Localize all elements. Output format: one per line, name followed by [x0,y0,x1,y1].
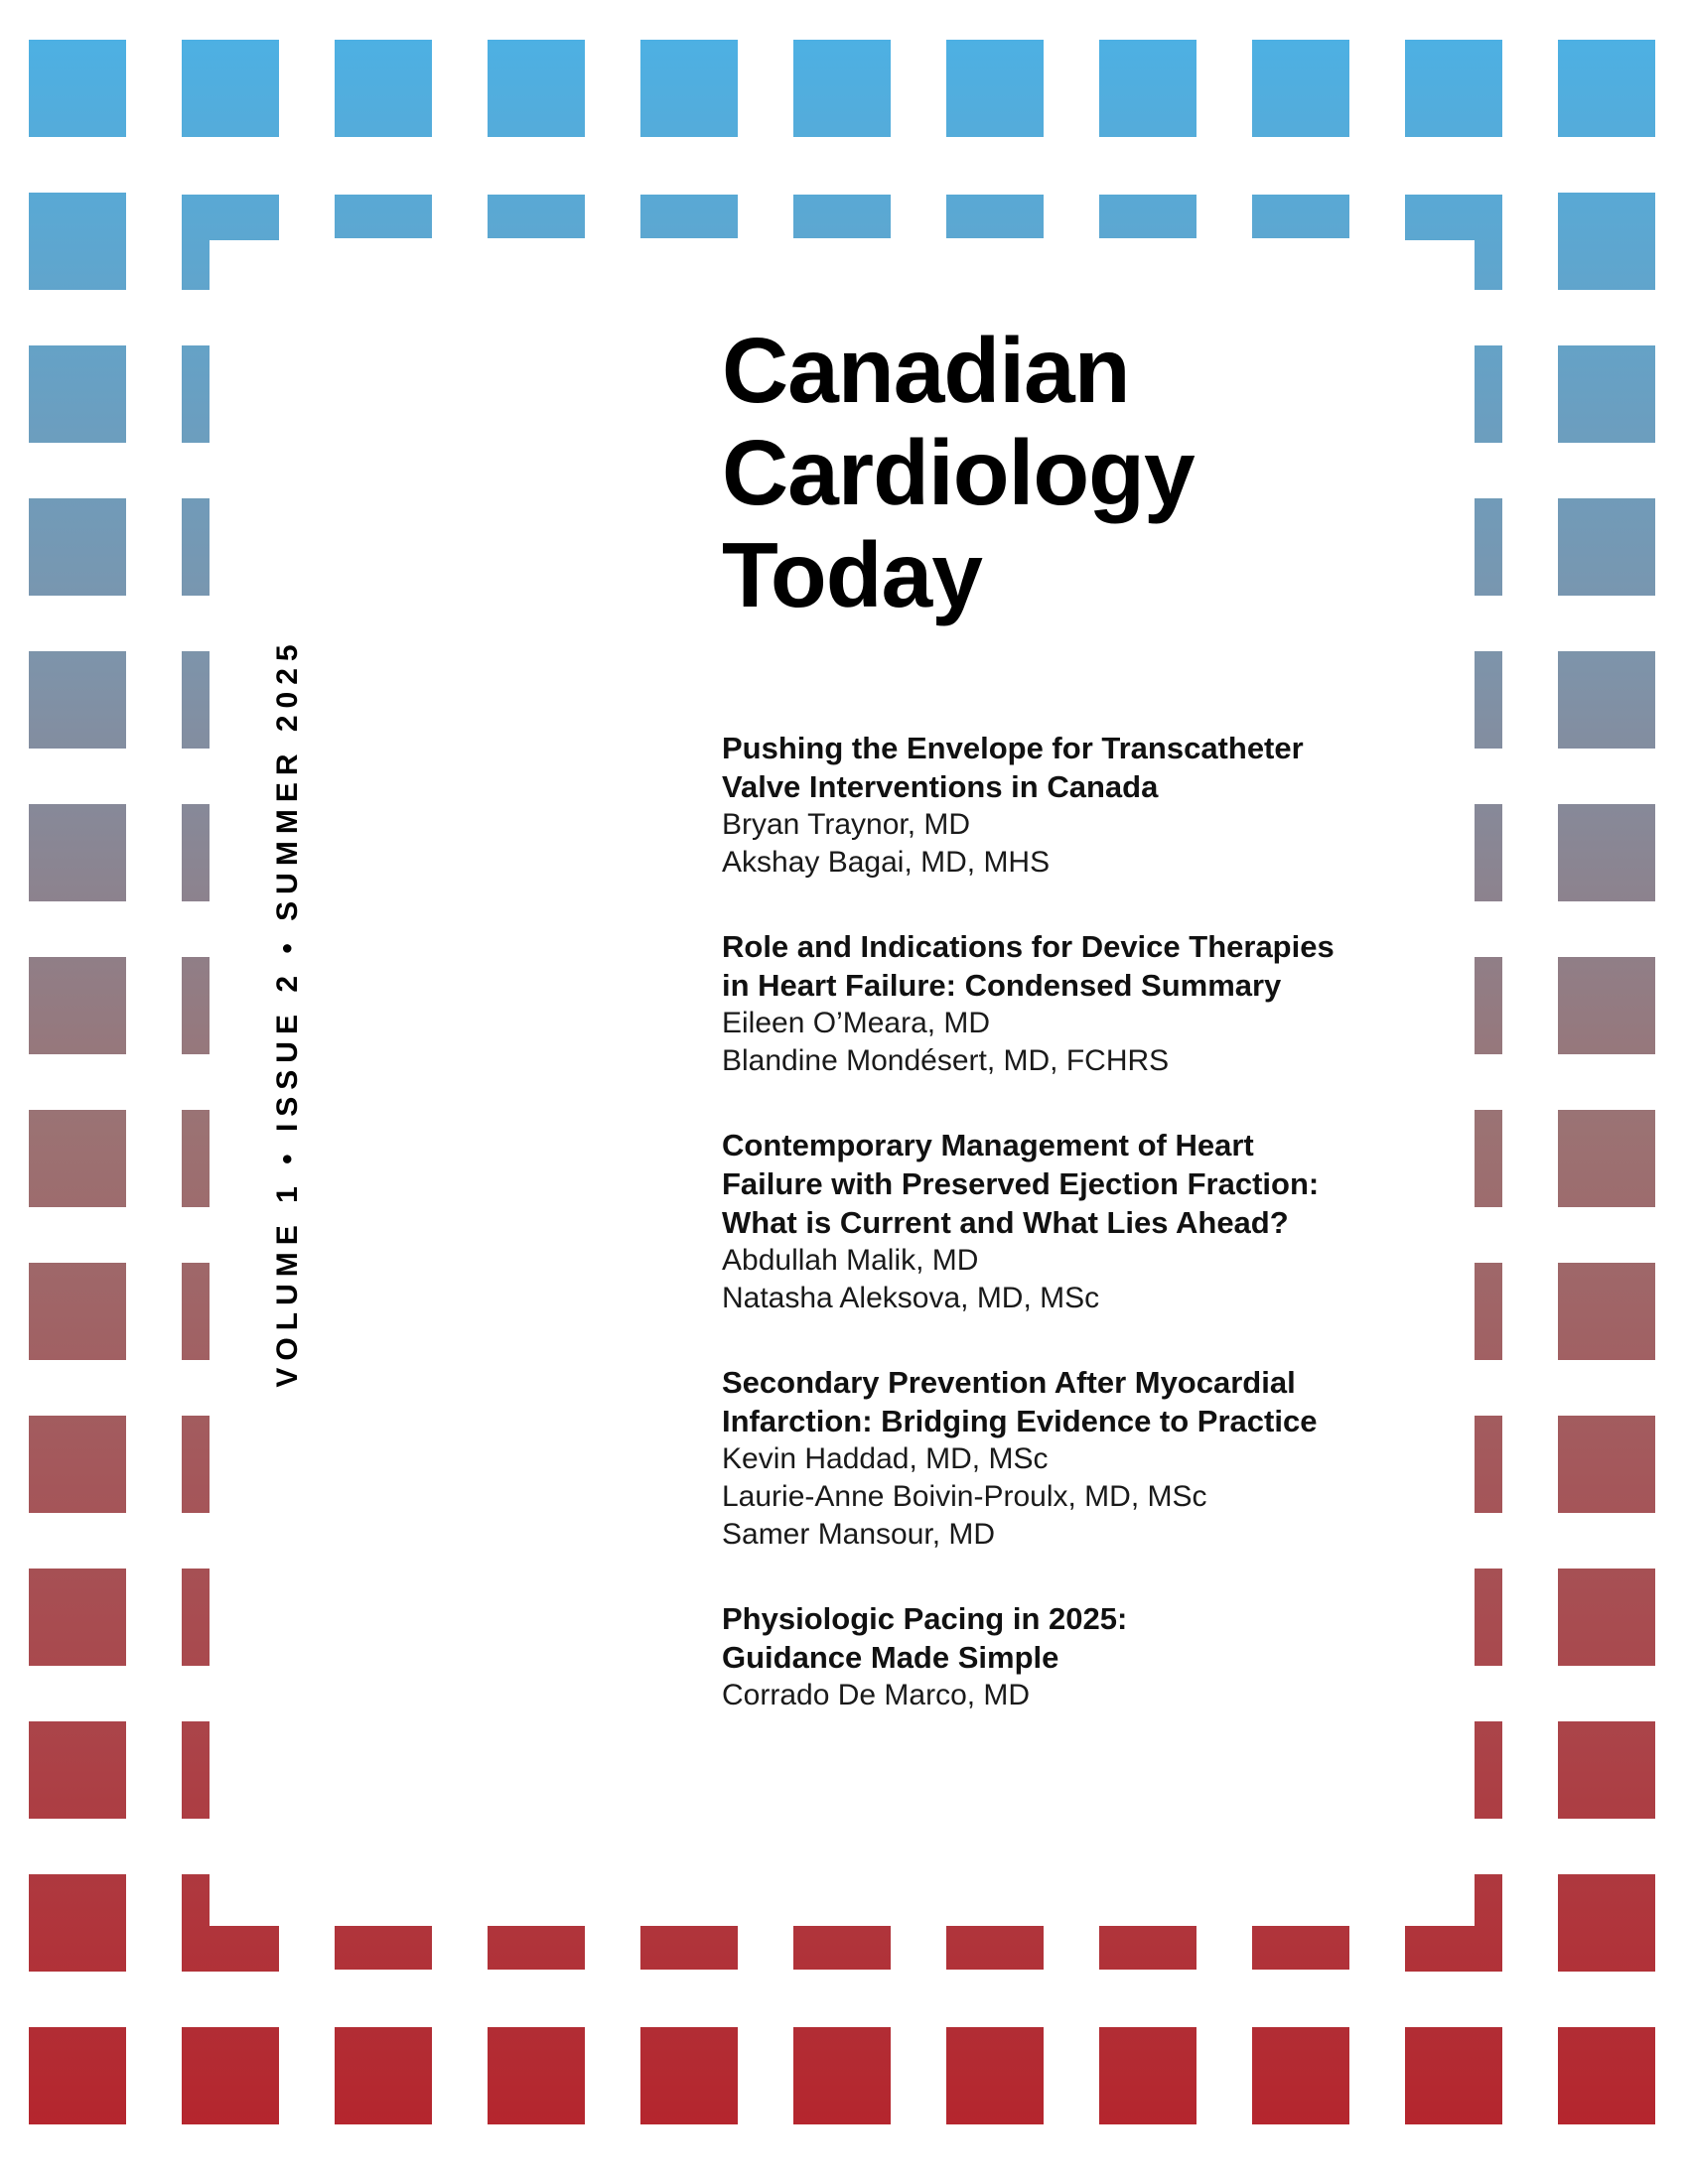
frame-corner [1405,195,1502,290]
article-title-line: Failure with Preserved Ejection Fraction: [722,1166,1320,1201]
frame-square [640,40,738,137]
article-entry [722,729,1437,882]
frame-bar [182,1263,210,1360]
frame-bar [182,1416,210,1513]
frame-square [335,40,432,137]
frame-bar [1475,1416,1502,1513]
frame-bar [488,1926,585,1970]
frame-square [793,2027,891,2124]
frame-square [640,2027,738,2124]
author-name: Corrado De Marco, MD [722,1679,1031,1711]
author-list [722,1242,1437,1317]
frame-square [1558,1263,1655,1360]
frame-square [1252,2027,1349,2124]
author-name: Blandine Mondésert, MD, FCHRS [722,1044,1170,1077]
frame-bar [1475,1569,1502,1666]
frame-bar [1475,498,1502,596]
frame-square [1099,40,1196,137]
frame-corner [1405,1874,1502,1972]
frame-bar [182,1569,210,1666]
frame-corner [182,1874,279,1972]
author-name: Laurie-Anne Boivin-Proulx, MD, MSc [722,1480,1207,1513]
author-name: Natasha Aleksova, MD, MSc [722,1282,1100,1314]
author-name: Samer Mansour, MD [722,1518,996,1551]
frame-bar [335,195,432,238]
frame-bar [793,1926,891,1970]
journal-title-line: Canadian [722,319,1130,422]
author-list [722,1440,1437,1554]
frame-bar [1252,195,1349,238]
frame-square [488,2027,585,2124]
author-name: Bryan Traynor, MD [722,808,971,841]
frame-square [1099,2027,1196,2124]
frame-square [29,345,126,443]
frame-square [1558,804,1655,901]
frame-square [29,1110,126,1207]
frame-square [1558,193,1655,290]
frame-bar [1099,195,1196,238]
frame-bar [793,195,891,238]
frame-square [1405,2027,1502,2124]
frame-bar [1475,651,1502,749]
frame-bar [1099,1926,1196,1970]
article-title-line: Guidance Made Simple [722,1640,1059,1675]
frame-square [488,40,585,137]
article-title-line: What is Current and What Lies Ahead? [722,1205,1289,1240]
frame-bar [1475,957,1502,1054]
frame-square [29,1874,126,1972]
author-name: Eileen O’Meara, MD [722,1007,991,1039]
frame-square [1558,40,1655,137]
frame-bar [182,1721,210,1819]
frame-bar [182,957,210,1054]
frame-square [29,498,126,596]
frame-square [29,1569,126,1666]
frame-bar [335,1926,432,1970]
author-list [722,1005,1437,1080]
journal-title-line: Today [722,523,982,626]
frame-square [946,40,1044,137]
frame-square [1558,1874,1655,1972]
frame-square [1558,345,1655,443]
frame-square [1252,40,1349,137]
frame-bar [182,651,210,749]
article-title-line: Secondary Prevention After Myocardial [722,1365,1296,1400]
journal-title-line: Cardiology [722,421,1195,524]
frame-square [1558,2027,1655,2124]
article-title-line: Pushing the Envelope for Transcatheter [722,731,1304,765]
author-name: Abdullah Malik, MD [722,1244,979,1277]
frame-bar [182,345,210,443]
frame-square [29,957,126,1054]
frame-square [335,2027,432,2124]
frame-bar [640,1926,738,1970]
frame-bar [1252,1926,1349,1970]
frame-bar [946,195,1044,238]
author-name: Akshay Bagai, MD, MHS [722,846,1051,879]
frame-square [1558,651,1655,749]
frame-square [182,2027,279,2124]
frame-square [29,1416,126,1513]
article-entry [722,1363,1437,1554]
article-entry [722,927,1437,1080]
frame-square [29,193,126,290]
frame-bar [182,498,210,596]
frame-corner [182,195,279,290]
frame-square [1405,40,1502,137]
frame-square [1558,1569,1655,1666]
article-title-line: in Heart Failure: Condensed Summary [722,968,1282,1003]
volume-issue-label: VOLUME 1 • ISSUE 2 • SUMMER 2025 [271,637,304,1388]
frame-square [182,40,279,137]
frame-square [29,1263,126,1360]
journal-title [722,320,1417,626]
author-list [722,806,1437,882]
frame-bar [1475,1110,1502,1207]
frame-square [29,1721,126,1819]
frame-square [29,651,126,749]
frame-square [946,2027,1044,2124]
article-title-line: Infarction: Bridging Evidence to Practice [722,1404,1318,1438]
frame-bar [488,195,585,238]
frame-square [29,2027,126,2124]
frame-square [1558,957,1655,1054]
frame-square [1558,498,1655,596]
frame-square [29,40,126,137]
article-entry [722,1599,1437,1714]
frame-bar [1475,345,1502,443]
frame-bar [946,1926,1044,1970]
table-of-contents [722,729,1437,1760]
author-list [722,1677,1437,1714]
frame-bar [640,195,738,238]
frame-bar [1475,804,1502,901]
article-title-line: Role and Indications for Device Therapies [722,929,1335,964]
frame-bar [182,1110,210,1207]
author-name: Kevin Haddad, MD, MSc [722,1442,1049,1475]
article-title-line: Contemporary Management of Heart [722,1128,1254,1162]
frame-square [1558,1110,1655,1207]
frame-bar [1475,1721,1502,1819]
frame-square [793,40,891,137]
frame-square [1558,1721,1655,1819]
article-title-line: Physiologic Pacing in 2025: [722,1601,1128,1636]
frame-square [1558,1416,1655,1513]
article-title-line: Valve Interventions in Canada [722,769,1159,804]
frame-square [29,804,126,901]
frame-bar [182,804,210,901]
article-entry [722,1126,1437,1317]
frame-bar [1475,1263,1502,1360]
